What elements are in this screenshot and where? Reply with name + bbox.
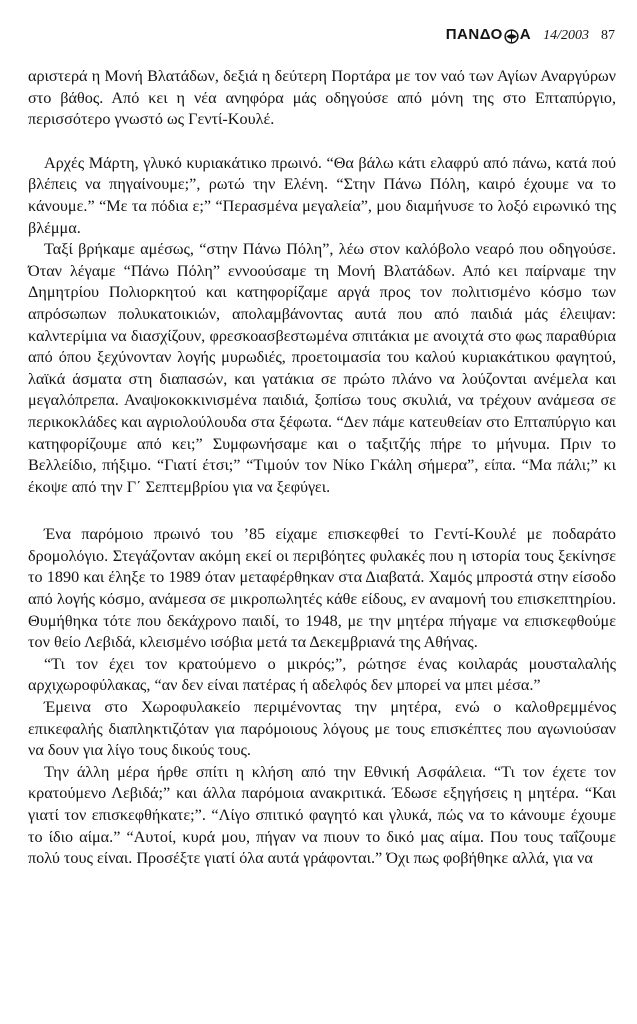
magazine-brand — [446, 26, 531, 43]
paragraph: αριστερά η Μονή Βλατάδων, δεξιά η δεύτερη Πορτάρα με τον ναό των Αγίων Αναργύρων στο βάθος. Από κει η νέα ανηφόρα μάς οδηγούσε από μόνη της στο Επταπύργιο, περισσότερο γνωστό ως Γεντί-Κουλέ. — [28, 67, 616, 129]
paragraph: Ένα παρόμοιο πρωινό του ’85 είχαμε επισκεφθεί το Γεντί-Κουλέ με ποδαράτο δρομολόγιο. Στεγάζονταν ακόμη εκεί οι περιβόητες φυλακές που η ιστορία τους ξεκίνησε το 1890 και έληξε το 1989 όταν μεταφέρθηκαν στα Διαβατά. Χαμός μπροστά στην είσοδο από λογής κόσμο, ανάμεσα σε μικροπωλητές κάθε είδους, εν αναμονή του επισκεπτηρίου. Θυμήθηκα τότε που δεκάχρονο παιδί, το 1948, με την μητέρα πήγαμε να επισκεφθούμε τον θείο Λεβιδά, κλεισμένο ισόβια μετά τα Δεκεμβριανά της Αθήνας. — [28, 525, 616, 652]
paragraph: Την άλλη μέρα ήρθε σπίτι η κλήση από την Εθνική Ασφάλεια. “Τι τον έχετε τον κρατούμενο Λεβιδά;” και άλλα παρόμοια ανακριτικά. Έδωσε εξηγήσεις η μητέρα. “Και γιατί τον επισκεφθήκατε;”. “Λίγο σπιτικό φαγητό και γλυκά, πώς να το κάνουμε έχουμε το ίδιο αίμα.” “Αυτοί, κυρά μου, πήγαν να πιουν το δικό μας αίμα. Που τους ταΐζουμε πολύ τους είναι. Προσέξτε γιατί όλα αυτά γράφονται.” Όχι πως φοβήθηκε αλλά, για να — [28, 762, 616, 868]
running-header — [446, 26, 615, 44]
issue-number: 14/2003 — [543, 28, 589, 43]
paragraph: Αρχές Μάρτη, γλυκό κυριακάτικο πρωινό. “Θα βάλω κάτι ελαφρύ από πάνω, κατά πού βλέπεις να πηγαίνουμε;”, ρωτώ την Ελένη. “Στην Πάνω Πόλη, καιρό έχουμε να το κάνουμε.” “Με τα πόδια ε;” “Περασμένα μεγαλεία”, μου διαμήνυσε το λοξό ειρωνικό της βλέμμα. — [28, 153, 616, 237]
brand-suffix: Α — [519, 26, 532, 43]
paragraph: Έμεινα στο Χωροφυλακείο περιμένοντας την μητέρα, ενώ ο καλοθρεμμένος επικεφαλής διαπληκτιζόταν για παρόμοιους λόγους με τους επισκέπτες που αγωνιούσαν να δουν για λίγο τους δικούς τους. — [28, 698, 616, 760]
paragraph: “Τι τον έχει τον κρατούμενο ο μικρός;”, ρώτησε ένας κοιλαράς μουσταλαλής αρχιχωροφύλακας, “αν δεν είναι πατέρας ή αδελφός δεν μπορεί να μπει μέσα.” — [28, 654, 616, 695]
article-body — [28, 66, 616, 870]
paragraph: Ταξί βρήκαμε αμέσως, “στην Πάνω Πόλη”, λέω στον καλόβολο νεαρό που οδηγούσε. Όταν λέγαμε “Πάνω Πόλη” εννοούσαμε τη Μονή Βλατάδων. Από κει παίρναμε την Δημητρίου Πολιορκητού και κατηφορίζαμε αργά προς τον πολιτισμένο κόσμο των απρόσωπων πολυκατοικιών, απολαμβάνοντας αυτά που από παιδιά μάς έλειψαν: καλντερίμια να διασχίζουν, φρεσκοασβεστωμένα σπιτάκια με ανοιχτά στο φως παραθύρια από όπου ξεχύνονταν λογής μυρωδιές, προετοιμασία του καλού κυριακάτικου φαγητού, λαϊκά άσματα στη διαπασών, και γατάκια σε πρώτο πλάνο να λούζονται ανέμελα και μεγαλόπρεπα. Αναψοκοκκινισμένα παιδιά, ξοπίσω τους σκυλιά, να τρέχουν ανάμεσα σε περικοκλάδες και αγριολούλουδα στα ξέφωτα. “Δεν πάμε κατευθείαν στο Επταπύργιο και κατηφορίζουμε από κει;” Συμφωνήσαμε και ο ταξιτζής πήρε το μήνυμα. Πριν το Βελλείδιο, πήξιμο. “Γιατί έτσι;” “Τιμούν τον Νίκο Γκάλη σήμερα”, είπα. “Μα πάλι;” κι έκοψε από την Γ΄ Σεπτεμβρίου για να ξεφύγει. — [28, 240, 616, 496]
page-number: 87 — [601, 28, 615, 43]
brand-prefix: ΠΑΝΔΟ — [445, 26, 503, 43]
brand-globe-icon — [504, 29, 519, 44]
